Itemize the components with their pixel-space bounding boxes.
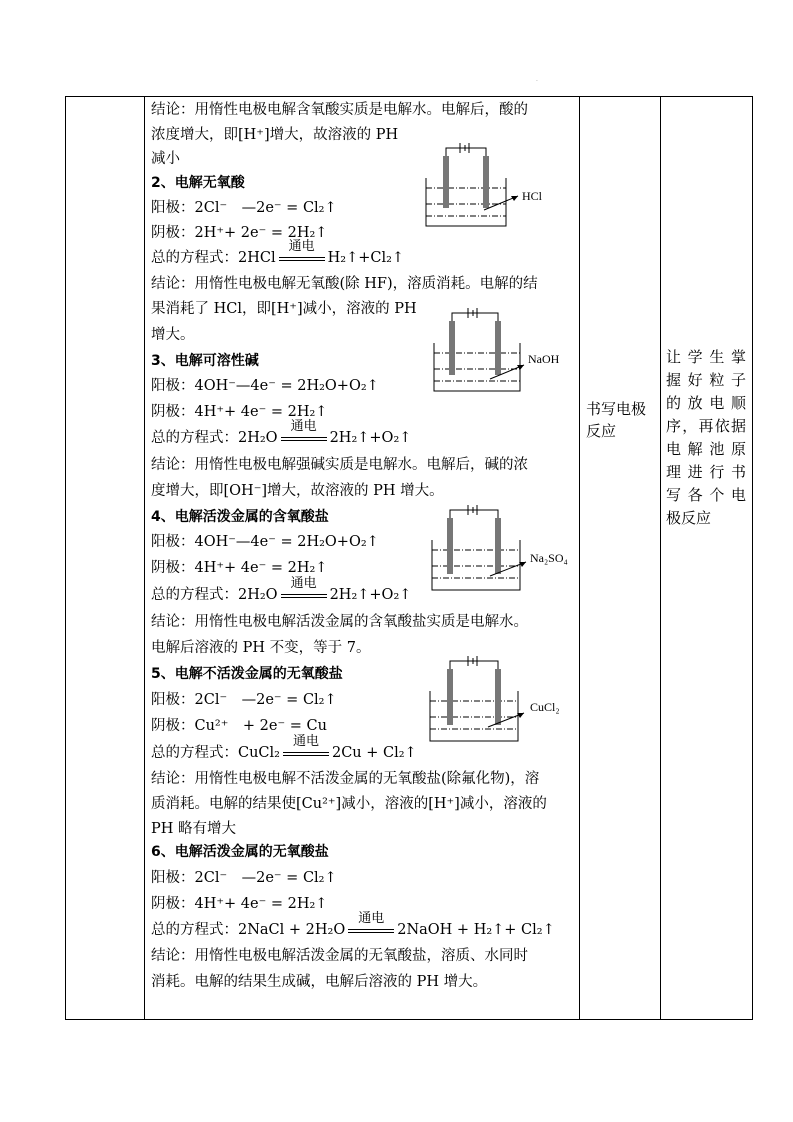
text-line: 果消耗了 HCl，即[H⁺]减小，溶液的 PH bbox=[151, 301, 417, 317]
arrow-condition: 通电 bbox=[358, 911, 385, 926]
cathode-equation: 阴极：4H⁺+ 4e⁻ = 2H₂↑ bbox=[151, 560, 328, 576]
text-line: 浓度增大，即[H⁺]增大，故溶液的 PH bbox=[151, 127, 399, 143]
section-heading: 4、电解活泼金属的含氧酸盐 bbox=[151, 509, 329, 525]
overall-suffix: 2H₂↑+O₂↑ bbox=[329, 430, 412, 446]
electrolysis-cell-diagram-hcl bbox=[418, 138, 558, 233]
overall-suffix: 2H₂↑+O₂↑ bbox=[329, 587, 412, 603]
text-line: 质消耗。电解的结果使[Cu²⁺]减小，溶液的[H⁺]减小，溶液的 bbox=[151, 796, 547, 812]
design-intent-line: 让学生掌 bbox=[666, 348, 746, 366]
overall-equation bbox=[151, 734, 417, 763]
text-line: 电解后溶液的 PH 不变，等于 7。 bbox=[151, 640, 371, 656]
text-line: PH 略有增大 bbox=[151, 821, 237, 837]
diagram-label: Na₂SO₄ bbox=[530, 551, 568, 565]
electrolysis-arrow bbox=[281, 419, 327, 448]
design-intent-line: 握好粒子 bbox=[666, 371, 746, 389]
anode-equation: 阳极：2Cl⁻ —2e⁻ = Cl₂↑ bbox=[151, 200, 337, 216]
design-intent-cell bbox=[666, 346, 746, 530]
anode-equation: 阳极：2Cl⁻ —2e⁻ = Cl₂↑ bbox=[151, 870, 337, 886]
electrolysis-arrow bbox=[279, 239, 325, 268]
overall-prefix: 总的方程式：2H₂O bbox=[151, 587, 278, 603]
overall-equation bbox=[151, 576, 412, 605]
design-intent-line: 理进行书 bbox=[666, 463, 746, 481]
cathode-equation: 阴极：4H⁺+ 4e⁻ = 2H₂↑ bbox=[151, 404, 328, 420]
electrolysis-arrow bbox=[348, 911, 394, 940]
design-intent-line: 极反应 bbox=[666, 509, 712, 527]
arrow-condition: 通电 bbox=[288, 239, 315, 254]
text-line: 结论：用惰性电极电解含氧酸实质是电解水。电解后，酸的 bbox=[151, 102, 528, 118]
anode-equation: 阳极：4OH⁻—4e⁻ = 2H₂O+O₂↑ bbox=[151, 378, 379, 394]
anode-equation: 阳极：2Cl⁻ —2e⁻ = Cl₂↑ bbox=[151, 692, 337, 708]
arrow-condition: 通电 bbox=[290, 576, 317, 591]
cathode-equation: 阴极：2H⁺+ 2e⁻ = 2H₂↑ bbox=[151, 225, 328, 241]
diagram-label: NaOH bbox=[528, 352, 560, 366]
student-activity-line: 反应 bbox=[586, 422, 617, 440]
section-heading: 5、电解不活泼金属的无氧酸盐 bbox=[151, 666, 343, 682]
overall-prefix: 总的方程式：2NaCl + 2H₂O bbox=[151, 922, 346, 938]
text-line: 结论：用惰性电极电解强碱实质是电解水。电解后，碱的浓 bbox=[151, 457, 528, 473]
overall-prefix: 总的方程式：2HCl bbox=[151, 250, 276, 266]
overall-suffix: 2NaOH + H₂↑+ Cl₂↑ bbox=[397, 922, 555, 938]
arrow-condition: 通电 bbox=[292, 734, 319, 749]
text-line: 增大。 bbox=[151, 327, 195, 343]
diagram-label: HCl bbox=[522, 189, 543, 203]
anode-equation: 阳极：4OH⁻—4e⁻ = 2H₂O+O₂↑ bbox=[151, 534, 379, 550]
text-line: 结论：用惰性电极电解活泼金属的含氧酸盐实质是电解水。 bbox=[151, 614, 528, 630]
overall-suffix: H₂↑+Cl₂↑ bbox=[327, 250, 405, 266]
student-activity-line: 书写电极 bbox=[586, 400, 647, 418]
overall-prefix: 总的方程式：CuCl₂ bbox=[151, 745, 280, 761]
design-intent-line: 电解池原 bbox=[666, 440, 746, 458]
arrow-condition: 通电 bbox=[290, 419, 317, 434]
overall-equation bbox=[151, 911, 555, 940]
section-heading: 6、电解活泼金属的无氧酸盐 bbox=[151, 844, 329, 860]
design-intent-line: 序，再依据 bbox=[666, 417, 746, 435]
overall-suffix: 2Cu + Cl₂↑ bbox=[331, 745, 417, 761]
section-heading: 2、电解无氧酸 bbox=[151, 175, 245, 191]
design-intent-line: 写各个电 bbox=[666, 486, 746, 504]
cathode-equation: 阴极：4H⁺+ 4e⁻ = 2H₂↑ bbox=[151, 896, 328, 912]
text-line: 结论：用惰性电极电解不活泼金属的无氧酸盐(除氟化物)，溶 bbox=[151, 771, 540, 787]
electrolysis-arrow bbox=[281, 576, 327, 605]
text-line: 结论：用惰性电极电解无氧酸(除 HF)，溶质消耗。电解的结 bbox=[151, 276, 538, 292]
design-intent-line: 的放电顺 bbox=[666, 394, 746, 412]
electrolysis-arrow bbox=[283, 734, 329, 763]
page-mark: · bbox=[536, 78, 538, 85]
section-heading: 3、电解可溶性碱 bbox=[151, 353, 259, 369]
overall-equation bbox=[151, 419, 412, 448]
student-activity-cell bbox=[586, 398, 658, 442]
cathode-equation: 阴极：Cu²⁺ + 2e⁻ = Cu bbox=[151, 718, 327, 734]
text-line: 减小 bbox=[151, 151, 180, 167]
text-line: 结论：用惰性电极电解活泼金属的无氧酸盐，溶质、水同时 bbox=[151, 948, 528, 964]
text-line: 度增大，即[OH⁻]增大，故溶液的 PH 增大。 bbox=[151, 483, 444, 499]
overall-equation bbox=[151, 239, 405, 268]
diagram-label: CuCl₂ bbox=[530, 700, 560, 714]
text-line: 消耗。电解的结果生成碱，电解后溶液的 PH 增大。 bbox=[151, 974, 488, 990]
overall-prefix: 总的方程式：2H₂O bbox=[151, 430, 278, 446]
